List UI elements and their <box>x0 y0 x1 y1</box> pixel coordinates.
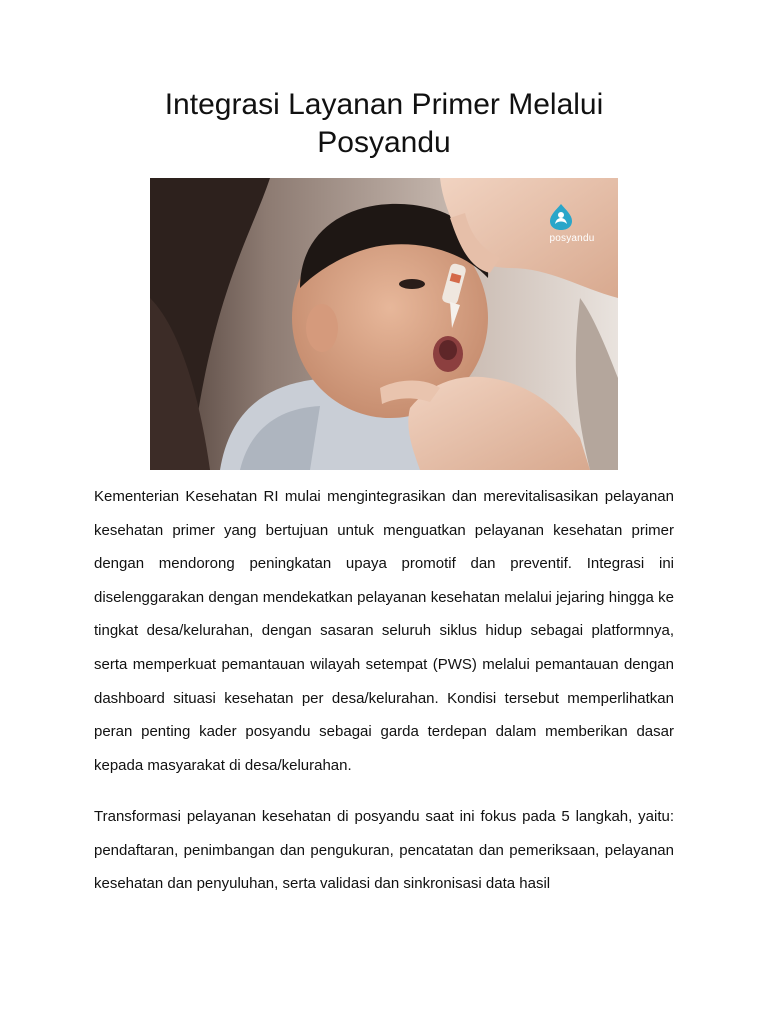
hero-photo <box>150 178 618 470</box>
posyandu-logo-icon <box>546 202 576 232</box>
logo-text: posyandu <box>549 233 595 244</box>
paragraph-1: Kementerian Kesehatan RI mulai mengintegrasikan dan merevitalisasikan pelayanan kesehatan primer yang bertujuan untuk menguatkan pelayanan kesehatan primer dengan mendorong peningkatan upaya promotif dan preventif. Integrasi ini diselenggarakan dengan mendekatkan pelayanan kesehatan melalui jejaring hingga ke tingkat desa/kelurahan, dengan sasaran seluruh siklus hidup sebagai platformnya, serta memperkuat pemantauan wilayah setempat (PWS) melalui pemantauan dengan dashboard situasi kesehatan per desa/kelurahan. Kondisi tersebut memperlihatkan peran penting kader posyandu sebagai garda terdepan dalam memberikan dasar kepada masyarakat di desa/kelurahan. <box>94 488 674 774</box>
posyandu-logo <box>546 202 598 244</box>
paragraph-2: Transformasi pelayanan kesehatan di posyandu saat ini fokus pada 5 langkah, yaitu: pendaftaran, penimbangan dan pengukuran, pencatatan dan pemeriksaan, pelayanan kesehatan dan penyuluhan, serta validasi dan sinkronisasi data hasil <box>94 808 674 893</box>
page-title: Integrasi Layanan Primer Melalui Posyandu <box>164 88 604 159</box>
